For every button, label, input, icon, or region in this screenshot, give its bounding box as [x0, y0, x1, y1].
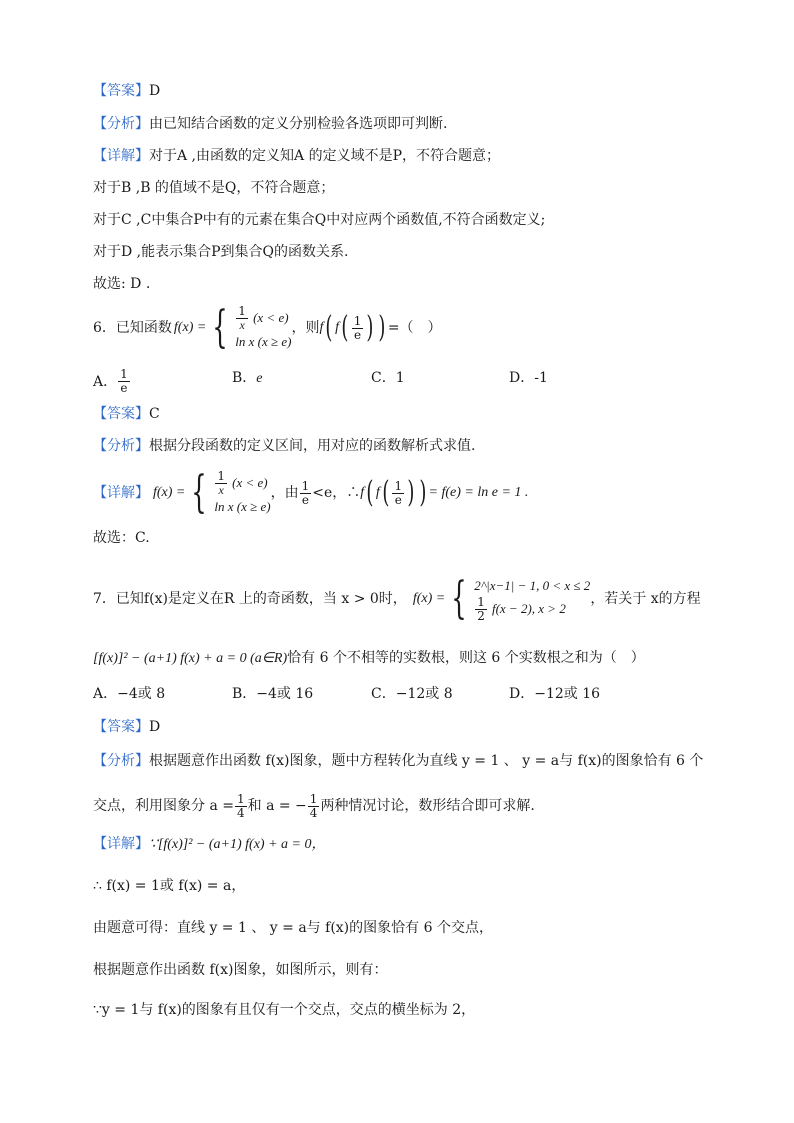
q7-analysis-line-1: 【分析】根据题意作出函数 f(x)图象，题中方程转化为直线 y = 1 、 y = a与 f(x)的图象恰有 6 个	[93, 753, 704, 769]
detail-tag: 【详解】	[93, 148, 149, 164]
q6-choose-line: 故选：C.	[93, 530, 150, 546]
q6-option-c: C．1	[371, 370, 405, 386]
q7-answer: D	[149, 719, 161, 735]
q7-detail-line-2: ∴ f(x) = 1或 f(x) = a，	[93, 878, 246, 894]
q6-option-d: D．-1	[509, 370, 548, 386]
q7-option-c: C．−12或 8	[371, 686, 453, 702]
answer-tag: 【答案】	[93, 83, 149, 99]
q6-detail-line: 【详解】 f(x) = { $\frac{1}{x}$ (x < e) ln x (x ≥ e) ，由 $\frac{1}{e}$ <e，∴ f ( f ( $\frac{1}{e}$ ) ) = f(e) = ln e = 1 .	[93, 467, 529, 518]
q5-detail-line-1	[93, 146, 500, 166]
q7-analysis-line-2: 交点，利用图象分 a = $\frac{1}{4}$ 和 a = − $\frac{1}{4}$ 两种情况讨论，数形结合即可求解.	[93, 791, 535, 820]
q7-detail-line-4: 根据题意作出函数 f(x)图象，如图所示，则有：	[93, 962, 388, 978]
q7-detail-line-1: 【详解】∵[f(x)]² − (a+1) f(x) + a = 0，	[93, 836, 326, 852]
q7-option-a: A．−4或 8	[93, 686, 166, 702]
q6-answer: C	[149, 406, 160, 422]
q7-equation-line: [f(x)]² − (a+1) f(x) + a = 0 (a∈R)恰有 6 个不相等的实数根，则这 6 个实数根之和为（ ）	[93, 650, 645, 666]
q7-detail-line-3: 由题意可得：直线 y = 1 、 y = a与 f(x)的图象恰有 6 个交点，	[93, 920, 493, 936]
q6-stem-prefix: 6．已知函数	[93, 320, 172, 336]
q7-option-d: D．−12或 16	[509, 686, 601, 702]
q6-stem: 6．已知函数 f(x) = { $\frac{1}{x}$ (x < e) ln x (x ≥ e) ，则 f ( f ( $\frac{1}{e}$ ) ) =（ ）	[93, 302, 442, 353]
q5-detail-line-3: 对于C ,C中集合P中有的元素在集合Q中对应两个函数值,不符合函数定义;	[93, 212, 546, 228]
q7-option-b: B．−4或 16	[232, 686, 314, 702]
q5-choose-line: 故选: D .	[93, 276, 151, 292]
q7-stem: 7．已知 f(x)是定义在R 上的奇函数，当 x > 0时， f(x) = { 2^|x−1| − 1, 0 < x ≤ 2 $\frac{1}{2}$ f(x − 2), x > 2 ，若关于 x的方程	[93, 573, 701, 624]
q5-answer: D	[149, 83, 161, 99]
q6-ask-tail: =（ ）	[387, 320, 442, 336]
q6-piecewise: { $\frac{1}{x}$ (x < e) ln x (x ≥ e)	[212, 302, 292, 353]
q7-piecewise: { 2^|x−1| − 1, 0 < x ≤ 2 $\frac{1}{2}$ f(x − 2), x > 2	[451, 573, 591, 624]
q6-case-2: ln x (x ≥ e)	[235, 333, 292, 349]
q5-answer-line	[93, 81, 160, 101]
q5-analysis: 由已知结合函数的定义分别检验各选项即可判断.	[149, 116, 448, 132]
q6-answer-line: 【答案】C	[93, 406, 160, 422]
q6-ask-frac: $\frac{1}{e}$	[353, 313, 362, 342]
q5-detail-line-2: 对于B ,B 的值域不是Q，不符合题意；	[93, 180, 335, 196]
q7-detail-line-5: ∵y = 1与 f(x)的图象有且仅有一个交点，交点的横坐标为 2，	[93, 1002, 476, 1018]
q6-case-1: $\frac{1}{x}$ (x < e)	[238, 303, 289, 332]
q6-analysis-line: 【分析】根据分段函数的定义区间，用对应的函数解析式求值.	[93, 438, 476, 454]
q5-detail-line-4: 对于D ,能表示集合P到集合Q的函数关系.	[93, 244, 349, 260]
analysis-tag: 【分析】	[93, 116, 149, 132]
q6-option-a: A． $\frac{1}{e}$	[93, 367, 128, 395]
q5-detail-1: 对于A ,由函数的定义知A 的定义域不是P，不符合题意；	[149, 148, 500, 164]
q6-option-b: B．e	[232, 370, 263, 386]
q6-fx: f(x) =	[173, 320, 207, 335]
q7-answer-line: 【答案】D	[93, 719, 161, 735]
q5-analysis-line	[93, 114, 447, 134]
q6-analysis: 根据分段函数的定义区间，用对应的函数解析式求值.	[149, 438, 476, 454]
q6-stem-suffix: ，则	[291, 320, 320, 336]
